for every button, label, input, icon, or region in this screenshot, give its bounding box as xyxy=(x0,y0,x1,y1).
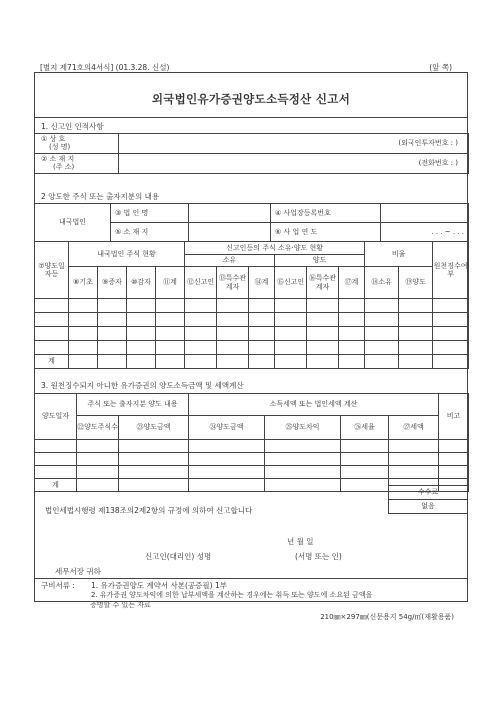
form-title: 외국법인유가증권양도소득정산 신고서 xyxy=(151,92,351,106)
biz-no-field[interactable] xyxy=(381,204,469,223)
divider xyxy=(35,578,467,579)
paper-note: 210㎜×297㎜(신문용지 54g/㎡(재활용품) xyxy=(320,613,454,621)
fee-label: 수수료 xyxy=(389,486,468,500)
table-row[interactable] xyxy=(35,466,469,479)
section1-heading: 1. 신고인 인적사항 xyxy=(41,122,104,131)
table-row[interactable] xyxy=(35,327,469,341)
col-related1: ⑬특수관계자 xyxy=(217,267,249,299)
col-decrease: ⑩감자 xyxy=(127,267,156,299)
section3-heading: 3. 원천징수되지 아니한 유가증권의 양도소득금액 및 세액계산 xyxy=(41,381,244,390)
location-field[interactable] xyxy=(189,223,271,242)
transfer-date-header: ⑦양도일자등 xyxy=(35,242,69,299)
trade-name-label: ① 상 호 (성 명) xyxy=(35,134,119,154)
location-label: ⑤ 소 재 지 xyxy=(111,223,189,242)
recipient: 세무서장 귀하 xyxy=(55,567,101,576)
fiscal-year-label: ⑥ 사 업 연 도 xyxy=(271,223,381,242)
col-reporter1: ⑫신고인 xyxy=(185,267,217,299)
col-own-ratio: ⑱소유 xyxy=(365,267,399,299)
s3-gain: ㉕양도차익 xyxy=(265,416,341,440)
fee-box xyxy=(388,485,468,514)
attachments-label: 구비서류 : xyxy=(41,581,75,590)
biz-no-label: ④ 사업장등록번호 xyxy=(271,204,381,223)
table-row[interactable] xyxy=(35,299,469,313)
col-total1: ⑪계 xyxy=(156,267,185,299)
col-transfer-ratio: ⑲양도 xyxy=(399,267,433,299)
table-row[interactable] xyxy=(35,341,469,355)
attachment-2-cont: 증명할 수 있는 자료 xyxy=(90,601,151,609)
domestic-status-header: 내국법인 주식 현황 xyxy=(69,242,185,267)
reporter-status-header: 신고인등의 주식 소유·양도 현황 xyxy=(185,242,365,255)
phone-number-field[interactable]: (전화번호 : ) xyxy=(119,154,469,174)
page-side: (앞 쪽) xyxy=(429,63,452,72)
total-row: 계 xyxy=(35,479,469,492)
col-basic: ⑧기초 xyxy=(69,267,98,299)
divider xyxy=(35,117,467,118)
own-header: 소유 xyxy=(185,255,275,267)
section2-heading: 2 양도한 주식 또는 출자지분의 내용 xyxy=(41,192,160,201)
section3-table xyxy=(34,393,469,492)
col-reporter2: ⑮신고인 xyxy=(275,267,307,299)
table-row[interactable] xyxy=(35,453,469,466)
attachment-1: 1. 유가증권양도 계약서 사본(공증필) 1부 xyxy=(91,581,227,590)
attachment-2: 2. 유가증권 양도차익에 의한 납부세액을 계산하는 경우에는 취득 또는 양도에 소요된 금액을 xyxy=(91,591,373,599)
transfer-header: 양도 xyxy=(275,255,365,267)
col-total2: ⑭계 xyxy=(249,267,275,299)
ratio-header: 비율 xyxy=(365,242,433,267)
tax-form xyxy=(34,72,468,602)
section2-corp-table xyxy=(34,203,469,242)
s3-rate: ㉖세율 xyxy=(341,416,389,440)
declaration-statement: 법인세법시행령 제138조의2제2항의 규정에 의하여 신고합니다 xyxy=(45,506,253,515)
table-row[interactable] xyxy=(35,440,469,453)
s3-count: ㉒양도주식수 xyxy=(77,416,119,440)
col-increase: ⑨증자 xyxy=(98,267,127,299)
col-related2: ⑯특수관계자 xyxy=(307,267,339,299)
form-number: [별지 제71호의4서식] (01.3.28. 신설) xyxy=(40,63,170,72)
table-row[interactable] xyxy=(35,313,469,327)
s3-tax-header: 소득세액 또는 법인세액 계산 xyxy=(189,394,439,416)
fee-value: 없음 xyxy=(389,500,468,514)
s3-note-header: 비고 xyxy=(439,394,469,440)
s3-share-header: 주식 또는 출자지분 양도 내용 xyxy=(77,394,189,416)
signature[interactable]: (서명 또는 인) xyxy=(295,552,342,561)
s3-amount: ㉓양도금액 xyxy=(119,416,189,440)
s3-date-header: 양도일자 xyxy=(35,394,77,440)
foreign-investor-number-field[interactable]: (외국인투자번호 : ) xyxy=(119,134,469,154)
section2-share-table xyxy=(34,241,469,369)
reporter-name[interactable]: 신고인(대리인) 성명 xyxy=(145,552,212,561)
section1-table xyxy=(34,133,469,174)
s3-tax: ㉗세액 xyxy=(389,416,439,440)
s3-amount2: ㉔양도금액 xyxy=(189,416,265,440)
corp-name-label: ③ 법 인 명 xyxy=(111,204,189,223)
corp-name-field[interactable] xyxy=(189,204,271,223)
col-total3: ⑰계 xyxy=(339,267,365,299)
withholding-header: 원천징수여부 xyxy=(433,242,469,299)
address-label: ② 소 재 지 (주 소) xyxy=(35,154,119,174)
declaration-date[interactable]: 년 월 일 xyxy=(287,537,314,546)
total-row: 계 xyxy=(35,355,469,369)
fiscal-year-field[interactable]: . . . ~ . . . xyxy=(381,223,469,242)
domestic-corp-label: 내국법인 xyxy=(35,204,111,242)
